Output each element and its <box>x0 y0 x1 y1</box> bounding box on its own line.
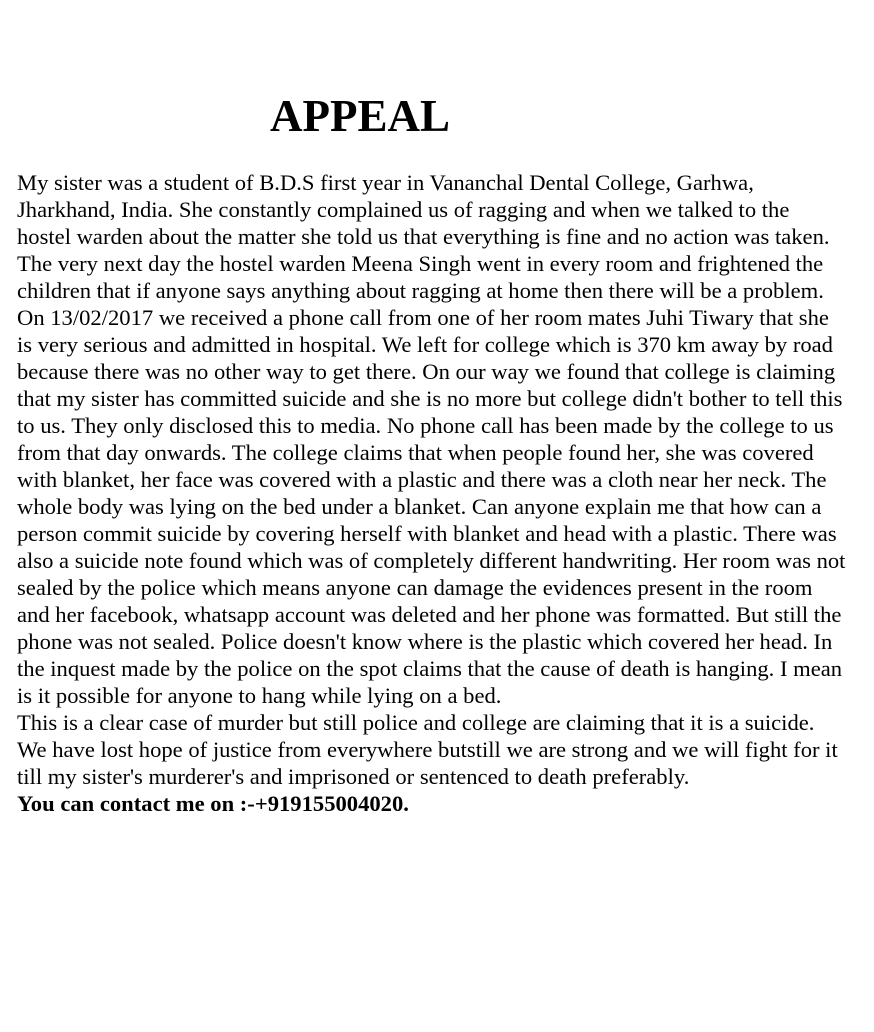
paragraph-justice-plea: This is a clear case of murder but still police and college are claiming that it is a suicide. We have lost hope of justice from everywhere butstill we are strong and we will fight for it till my sister's murderer's and imprisoned or sentenced to death preferably. <box>17 710 838 789</box>
page-title: APPEAL <box>270 91 450 141</box>
contact-line: You can contact me on :-+919155004020. <box>17 791 409 816</box>
paragraph-ragging-complaint: My sister was a student of B.D.S first year in Vananchal Dental College, Garhwa, Jharkhand, India. She constantly complained us of ragging and when we talked to the hostel warden about the matter she told us that everything is fine and no action was taken. The very next day the hostel warden Meena Singh went in every room and frightened the children that if anyone says anything about ragging at home then there will be a problem. <box>17 170 830 303</box>
appeal-body <box>17 169 847 817</box>
paragraph-incident-details: On 13/02/2017 we received a phone call from one of her room mates Juhi Tiwary that she is very serious and admitted in hospital. We left for college which is 370 km away by road because there was no other way to get there. On our way we found that college is claiming that my sister has committed suicide and she is no more but college didn't bother to tell this to us. They only disclosed this to media. No phone call has been made by the college to us from that day onwards. The college claims that when people found her, she was covered with blanket, her face was covered with a plastic and there was a cloth near her neck. The whole body was lying on the bed under a blanket. Can anyone explain me that how can a person commit suicide by covering herself with blanket and head with a plastic. There was also a suicide note found which was of completely different handwriting. Her room was not sealed by the police which means anyone can damage the evidences present in the room and her facebook, whatsapp account was deleted and her phone was formatted. But still the phone was not sealed. Police doesn't know where is the plastic which covered her head. In the inquest made by the police on the spot claims that the cause of death is hanging. I mean is it possible for anyone to hang while lying on a bed. <box>17 305 846 708</box>
